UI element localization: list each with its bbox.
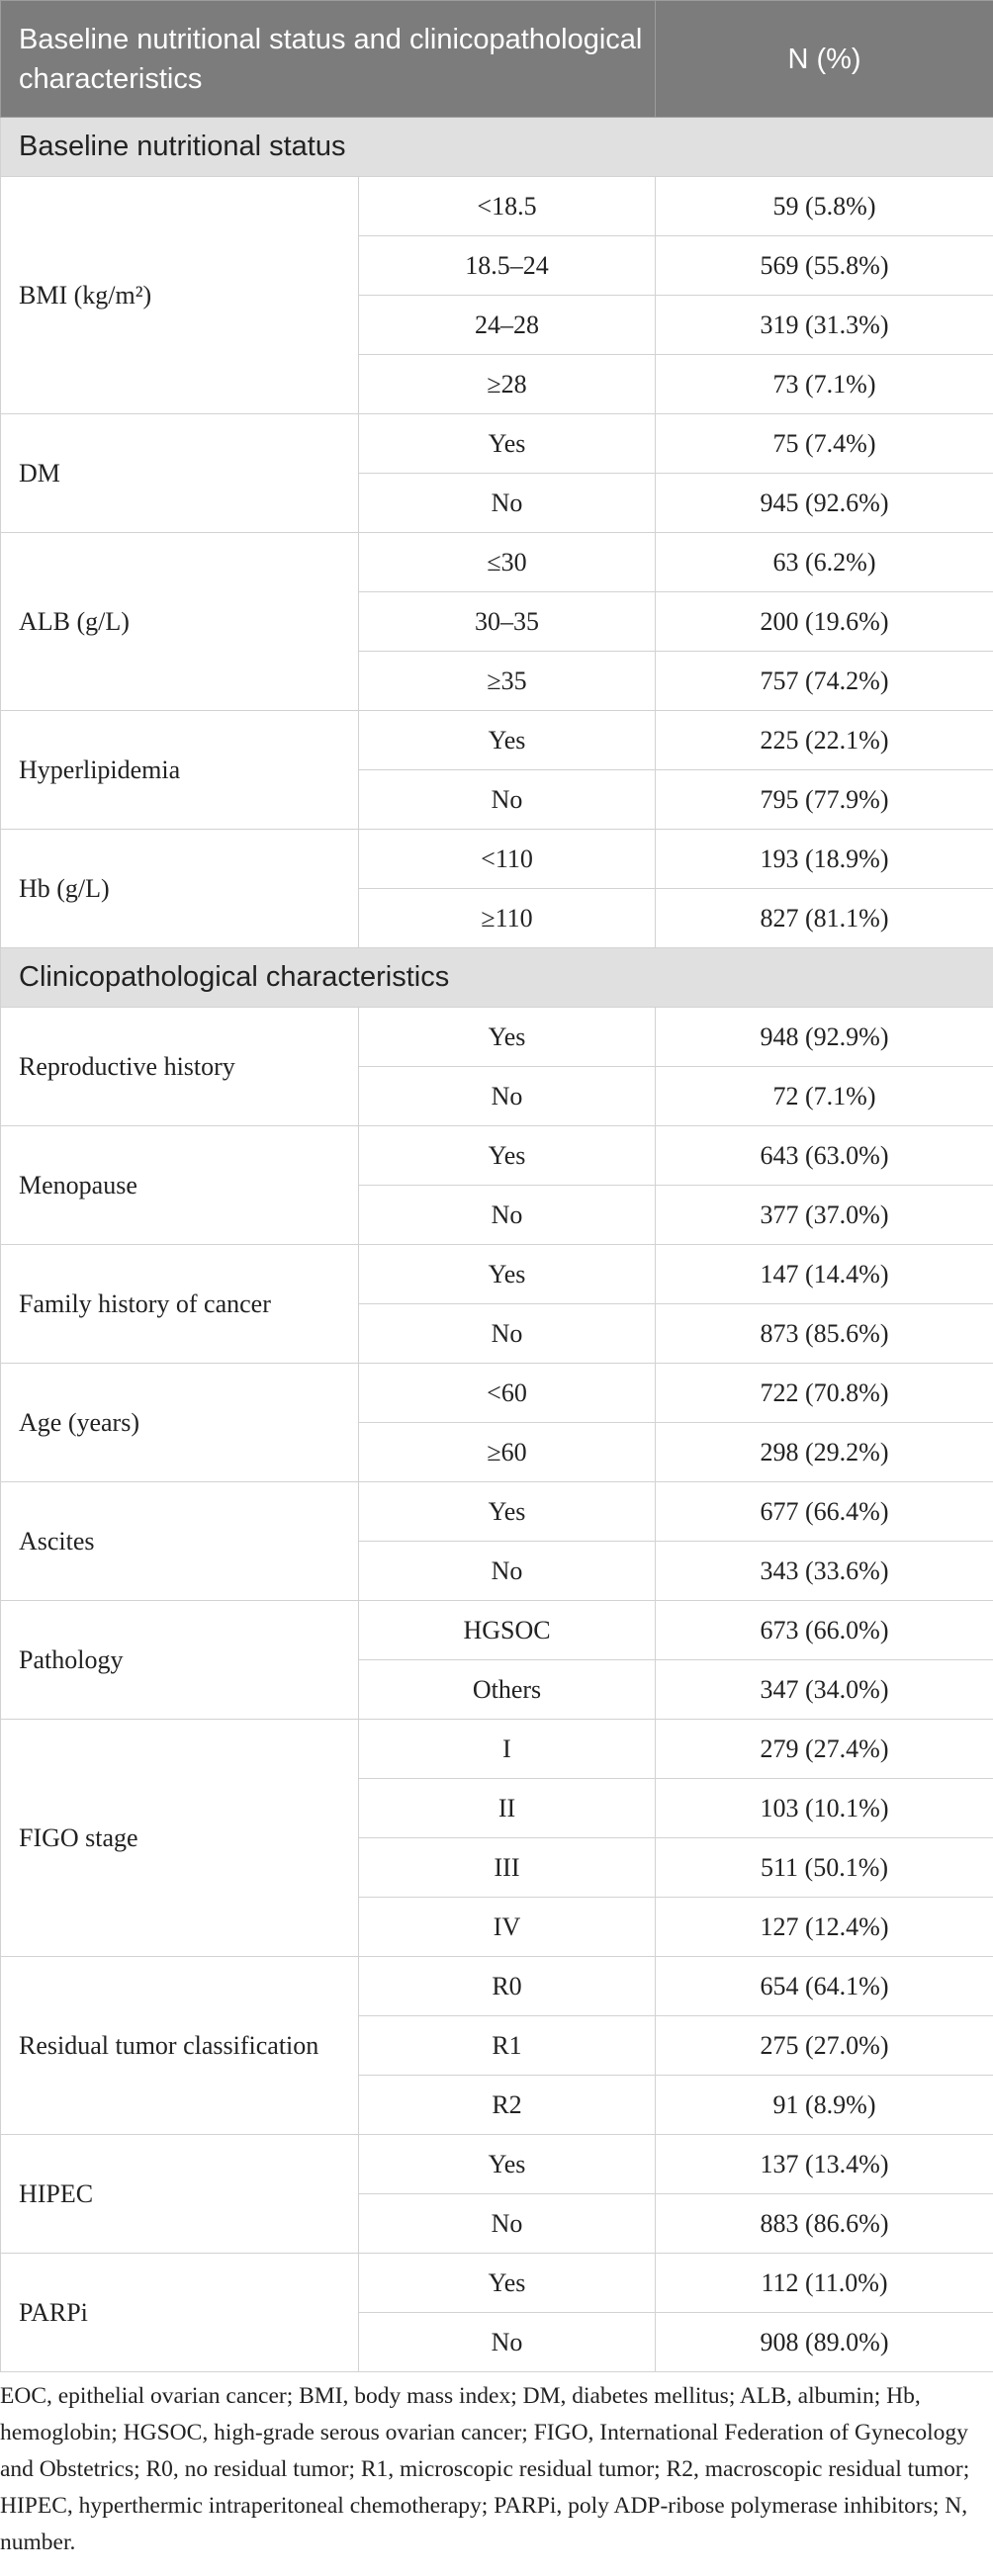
table-row	[1, 1720, 993, 1779]
variable-name: Residual tumor classification	[1, 1957, 359, 2135]
value-cell: 673 (66.0%)	[656, 1601, 993, 1660]
value-cell: 137 (13.4%)	[656, 2135, 993, 2194]
value-cell: 827 (81.1%)	[656, 889, 993, 948]
category-cell: No	[359, 2313, 656, 2372]
value-cell: 91 (8.9%)	[656, 2076, 993, 2135]
value-cell: 200 (19.6%)	[656, 592, 993, 652]
value-cell: 225 (22.1%)	[656, 711, 993, 770]
variable-name: Hyperlipidemia	[1, 711, 359, 830]
value-cell: 511 (50.1%)	[656, 1838, 993, 1898]
category-cell: R2	[359, 2076, 656, 2135]
table-row	[1, 2135, 993, 2194]
variable-name: DM	[1, 414, 359, 533]
table-row	[1, 533, 993, 592]
value-cell: 908 (89.0%)	[656, 2313, 993, 2372]
table-row	[1, 1008, 993, 1067]
category-cell: No	[359, 474, 656, 533]
variable-name: Hb (g/L)	[1, 830, 359, 948]
category-cell: Yes	[359, 711, 656, 770]
category-cell: ≤30	[359, 533, 656, 592]
value-cell: 377 (37.0%)	[656, 1186, 993, 1245]
value-cell: 73 (7.1%)	[656, 355, 993, 414]
category-cell: ≥35	[359, 652, 656, 711]
table-row	[1, 1364, 993, 1423]
variable-name: ALB (g/L)	[1, 533, 359, 711]
value-cell: 569 (55.8%)	[656, 236, 993, 296]
value-cell: 147 (14.4%)	[656, 1245, 993, 1304]
category-cell: Yes	[359, 414, 656, 474]
value-cell: 103 (10.1%)	[656, 1779, 993, 1838]
header-characteristics: Baseline nutritional status and clinicopathological characteristics	[1, 1, 656, 118]
category-cell: No	[359, 1186, 656, 1245]
category-cell: <110	[359, 830, 656, 889]
variable-name: Pathology	[1, 1601, 359, 1720]
category-cell: <60	[359, 1364, 656, 1423]
table-row	[1, 1957, 993, 2016]
category-cell: III	[359, 1838, 656, 1898]
variable-name: HIPEC	[1, 2135, 359, 2254]
table-header-row	[1, 1, 993, 118]
table-row	[1, 1245, 993, 1304]
category-cell: I	[359, 1720, 656, 1779]
table-row	[1, 1482, 993, 1542]
table-footnote: EOC, epithelial ovarian cancer; BMI, body mass index; DM, diabetes mellitus; ALB, albumin; Hb, hemoglobin; HGSOC, high-grade serous ovarian cancer; FIGO, International Federation of Gynecology and Obstetrics; R0, no residual tumor; R1, microscopic residual tumor; R2, macroscopic residual tumor; HIPEC, hyperthermic intraperitoneal chemotherapy; PARPi, poly ADP-ribose polymerase inhibitors; N, number.	[0, 2383, 970, 2555]
category-cell: ≥28	[359, 355, 656, 414]
table-row	[1, 2254, 993, 2313]
variable-name: PARPi	[1, 2254, 359, 2372]
section-title: Baseline nutritional status	[1, 118, 993, 177]
table-row	[1, 1601, 993, 1660]
value-cell: 883 (86.6%)	[656, 2194, 993, 2254]
variable-name: BMI (kg/m²)	[1, 177, 359, 414]
category-cell: 18.5–24	[359, 236, 656, 296]
variable-name: Ascites	[1, 1482, 359, 1601]
table-row	[1, 711, 993, 770]
variable-name: Reproductive history	[1, 1008, 359, 1126]
category-cell: No	[359, 1542, 656, 1601]
category-cell: II	[359, 1779, 656, 1838]
category-cell: ≥110	[359, 889, 656, 948]
value-cell: 319 (31.3%)	[656, 296, 993, 355]
category-cell: IV	[359, 1898, 656, 1957]
category-cell: ≥60	[359, 1423, 656, 1482]
category-cell: Yes	[359, 1245, 656, 1304]
value-cell: 347 (34.0%)	[656, 1660, 993, 1720]
category-cell: R1	[359, 2016, 656, 2076]
value-cell: 948 (92.9%)	[656, 1008, 993, 1067]
value-cell: 654 (64.1%)	[656, 1957, 993, 2016]
value-cell: 112 (11.0%)	[656, 2254, 993, 2313]
value-cell: 279 (27.4%)	[656, 1720, 993, 1779]
value-cell: 75 (7.4%)	[656, 414, 993, 474]
value-cell: 945 (92.6%)	[656, 474, 993, 533]
category-cell: Yes	[359, 1008, 656, 1067]
value-cell: 343 (33.6%)	[656, 1542, 993, 1601]
table-row	[1, 177, 993, 236]
category-cell: Others	[359, 1660, 656, 1720]
category-cell: 24–28	[359, 296, 656, 355]
value-cell: 795 (77.9%)	[656, 770, 993, 830]
category-cell: <18.5	[359, 177, 656, 236]
variable-name: FIGO stage	[1, 1720, 359, 1957]
value-cell: 275 (27.0%)	[656, 2016, 993, 2076]
value-cell: 72 (7.1%)	[656, 1067, 993, 1126]
table-row	[1, 414, 993, 474]
variable-name: Family history of cancer	[1, 1245, 359, 1364]
category-cell: Yes	[359, 1482, 656, 1542]
value-cell: 127 (12.4%)	[656, 1898, 993, 1957]
table-row	[1, 830, 993, 889]
section-header-row	[1, 948, 993, 1008]
section-title: Clinicopathological characteristics	[1, 948, 993, 1008]
category-cell: Yes	[359, 2135, 656, 2194]
category-cell: No	[359, 2194, 656, 2254]
category-cell: 30–35	[359, 592, 656, 652]
category-cell: R0	[359, 1957, 656, 2016]
variable-name: Menopause	[1, 1126, 359, 1245]
value-cell: 643 (63.0%)	[656, 1126, 993, 1186]
value-cell: 677 (66.4%)	[656, 1482, 993, 1542]
value-cell: 873 (85.6%)	[656, 1304, 993, 1364]
value-cell: 59 (5.8%)	[656, 177, 993, 236]
table-row	[1, 1126, 993, 1186]
value-cell: 193 (18.9%)	[656, 830, 993, 889]
value-cell: 298 (29.2%)	[656, 1423, 993, 1482]
value-cell: 722 (70.8%)	[656, 1364, 993, 1423]
value-cell: 63 (6.2%)	[656, 533, 993, 592]
value-cell: 757 (74.2%)	[656, 652, 993, 711]
category-cell: No	[359, 1304, 656, 1364]
header-n-percent: N (%)	[656, 1, 993, 118]
category-cell: No	[359, 1067, 656, 1126]
section-header-row	[1, 118, 993, 177]
category-cell: Yes	[359, 1126, 656, 1186]
category-cell: Yes	[359, 2254, 656, 2313]
category-cell: HGSOC	[359, 1601, 656, 1660]
category-cell: No	[359, 770, 656, 830]
variable-name: Age (years)	[1, 1364, 359, 1482]
